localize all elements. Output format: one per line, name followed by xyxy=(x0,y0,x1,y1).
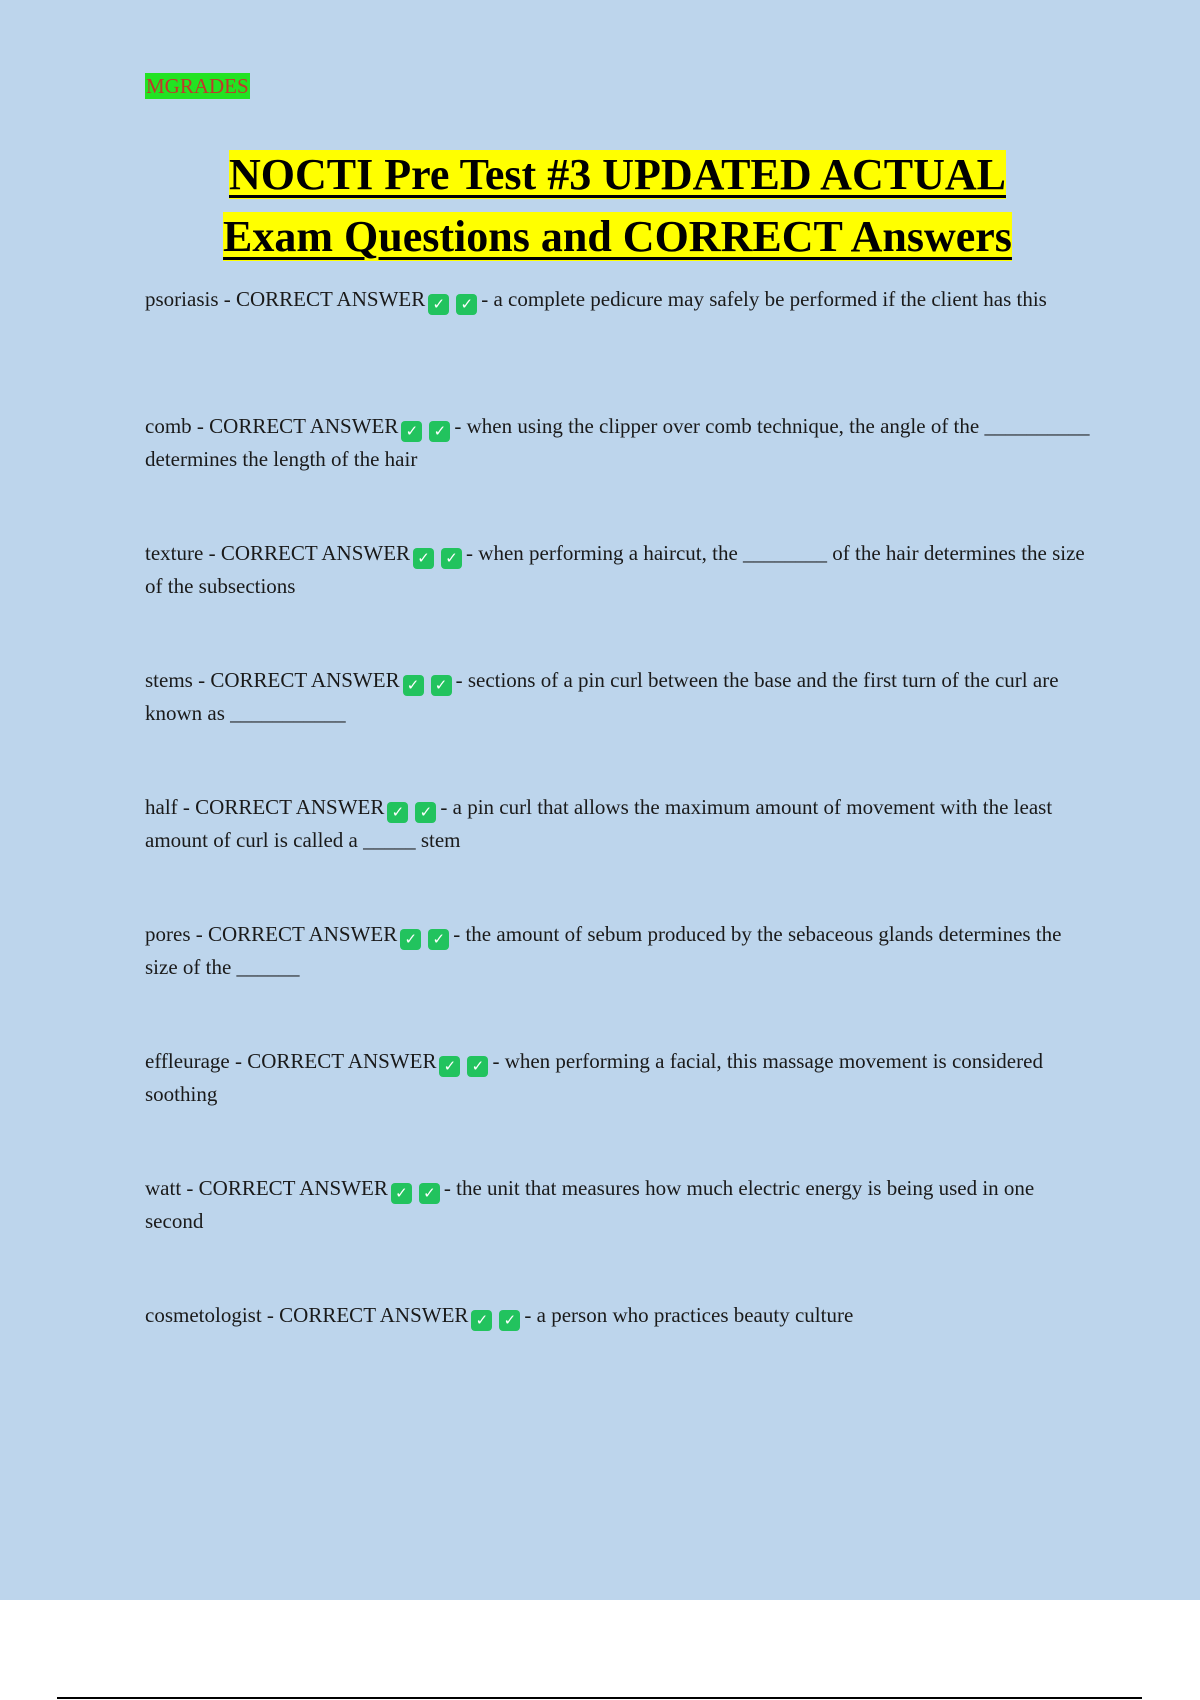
qa-item: stems - CORRECT ANSWER ✓ ✓ - sections of a pin curl between the base and the first turn of the curl are known as ___________ xyxy=(145,668,1059,725)
check-box-icon: ✓ xyxy=(471,1310,492,1331)
check-box-icon: ✓ xyxy=(499,1310,520,1331)
correct-answer-label: CORRECT ANSWER xyxy=(236,287,426,311)
qa-item: half - CORRECT ANSWER ✓ ✓ - a pin curl that allows the maximum amount of movement with the least amount of curl is called a _____ stem xyxy=(145,795,1053,852)
qa-definition: - a complete pedicure may safely be performed if the client has this xyxy=(481,287,1047,311)
document-title xyxy=(60,144,1175,268)
qa-term: cosmetologist xyxy=(145,1303,262,1327)
qa-item: psoriasis - CORRECT ANSWER ✓ ✓ - a complete pedicure may safely be performed if the client has this xyxy=(145,287,1047,313)
qa-item: pores - CORRECT ANSWER ✓ ✓ - the amount of sebum produced by the sebaceous glands determines the size of the ______ xyxy=(145,922,1062,979)
correct-answer-label: CORRECT ANSWER xyxy=(198,1176,388,1200)
qa-definition: - when using the clipper over comb technique, the angle of the __________ determines the length of the hair xyxy=(145,414,1090,471)
correct-answer-label: CORRECT ANSWER xyxy=(210,668,400,692)
qa-item: comb - CORRECT ANSWER ✓ ✓ - when using the clipper over comb technique, the angle of the __________ determines the length of the hair xyxy=(145,414,1090,471)
check-box-icon: ✓ xyxy=(403,675,424,696)
qa-list xyxy=(145,283,1090,1426)
check-box-icon: ✓ xyxy=(431,675,452,696)
correct-answer-label: CORRECT ANSWER xyxy=(208,922,398,946)
check-box-icon: ✓ xyxy=(428,294,449,315)
qa-definition: - the amount of sebum produced by the sebaceous glands determines the size of the ______ xyxy=(145,922,1062,979)
qa-definition: - sections of a pin curl between the base and the first turn of the curl are known as ___________ xyxy=(145,668,1059,725)
qa-term: half xyxy=(145,795,178,819)
correct-answer-label: CORRECT ANSWER xyxy=(220,541,411,565)
qa-definition: - a person who practices beauty culture xyxy=(524,1303,854,1327)
title-line-1: NOCTI Pre Test #3 UPDATED ACTUAL xyxy=(229,150,1006,199)
check-box-icon: ✓ xyxy=(391,1183,412,1204)
check-box-icon: ✓ xyxy=(415,802,436,823)
qa-term: psoriasis xyxy=(145,287,219,311)
correct-answer-label: CORRECT ANSWER xyxy=(209,414,399,438)
check-box-icon: ✓ xyxy=(387,802,408,823)
qa-term: effleurage xyxy=(145,1049,230,1073)
qa-item: texture - CORRECT ANSWER ✓ ✓ - when performing a haircut, the ________ of the hair determines the size of the subsections xyxy=(145,541,1085,598)
check-box-icon: ✓ xyxy=(401,421,422,442)
qa-term: watt xyxy=(145,1176,182,1200)
qa-term: comb xyxy=(145,414,192,438)
qa-definition: - when performing a haircut, the ________ of the hair determines the size of the subsections xyxy=(145,541,1085,598)
check-box-icon: ✓ xyxy=(441,548,462,569)
qa-definition: - the unit that measures how much electric energy is being used in one second xyxy=(145,1176,1035,1233)
qa-item: watt - CORRECT ANSWER ✓ ✓ - the unit that measures how much electric energy is being used in one second xyxy=(145,1176,1035,1233)
brand-watermark: MGRADES xyxy=(146,74,249,98)
check-box-icon: ✓ xyxy=(467,1056,488,1077)
correct-answer-label: CORRECT ANSWER xyxy=(247,1049,437,1073)
footer-divider xyxy=(57,1697,1142,1699)
correct-answer-label: CORRECT ANSWER xyxy=(195,795,385,819)
qa-term: pores xyxy=(145,922,191,946)
qa-definition: - when performing a facial, this massage movement is considered soothing xyxy=(145,1049,1043,1106)
check-box-icon: ✓ xyxy=(413,548,434,569)
qa-term: stems xyxy=(145,668,193,692)
title-line-2: Exam Questions and CORRECT Answers xyxy=(223,212,1012,261)
qa-item: effleurage - CORRECT ANSWER ✓ ✓ - when performing a facial, this massage movement is considered soothing xyxy=(145,1049,1043,1106)
qa-term: texture xyxy=(145,541,204,565)
correct-answer-label: CORRECT ANSWER xyxy=(279,1303,469,1327)
check-box-icon: ✓ xyxy=(428,929,449,950)
check-box-icon: ✓ xyxy=(456,294,477,315)
check-box-icon: ✓ xyxy=(419,1183,440,1204)
qa-definition: - a pin curl that allows the maximum amount of movement with the least amount of curl is called a _____ stem xyxy=(145,795,1053,852)
check-box-icon: ✓ xyxy=(439,1056,460,1077)
check-box-icon: ✓ xyxy=(400,929,421,950)
qa-item: cosmetologist - CORRECT ANSWER ✓ ✓ - a person who practices beauty culture xyxy=(145,1303,854,1329)
check-box-icon: ✓ xyxy=(429,421,450,442)
